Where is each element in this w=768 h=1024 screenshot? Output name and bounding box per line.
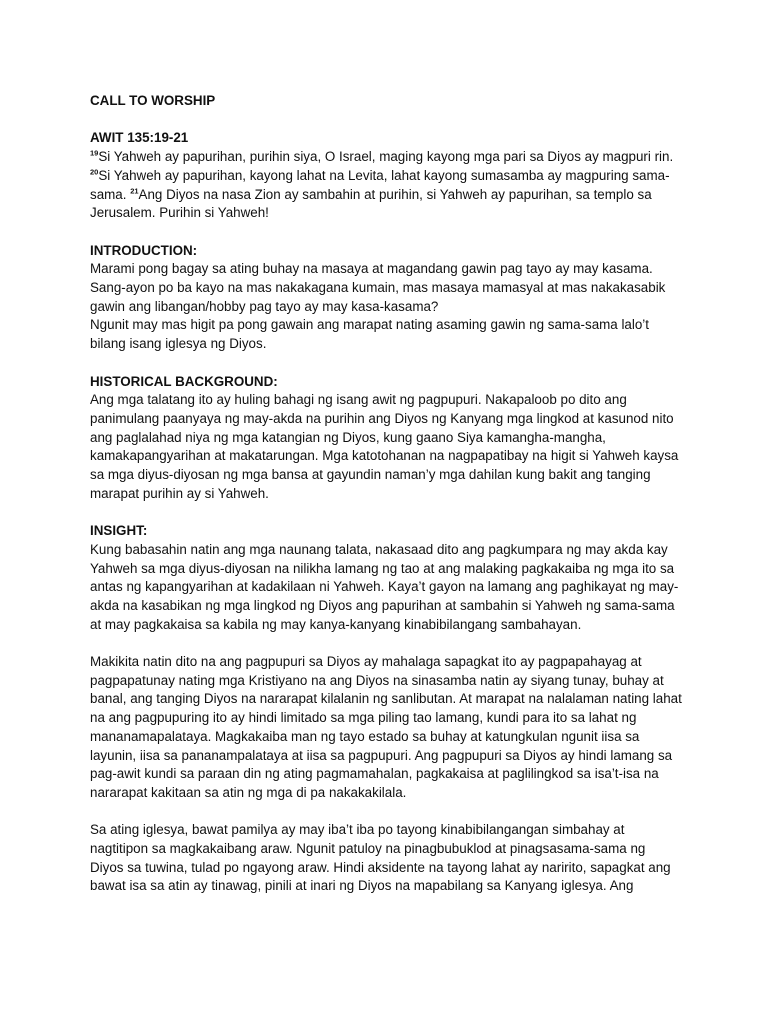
verse-number: 21 [130,186,139,196]
verse-number: 20 [90,167,99,177]
call-to-worship-heading: CALL TO WORSHIP [90,93,216,108]
spacer [90,634,682,653]
spacer [90,803,682,822]
spacer [90,223,682,242]
insight-paragraph: Sa ating iglesya, bawat pamilya ay may iba’t iba po tayong kinabibilangangan simbahay at nagtitipon sa magkakaibang araw. Ngunit patuloy na pinagbubuklod at pinagsasama-sama ng Diyos sa tuwina, tulad po ngayong araw. Hindi aksidente na tayong lahat ay naririto, sapagkat ang bawat isa sa atin ay tinawag, pinili at inari ng Diyos na mapabilang sa Kanyang iglesya. Ang [90,822,671,894]
historical-background-paragraph: Ang mga talatang ito ay huling bahagi ng isang awit ng pagpupuri. Nakapaloob po dito ang panimulang paanyaya ng may-akda na purihin ang Diyos ng Kanyang mga lingkod at kasunod nito ang paglalahad niya ng mga katangian ng Diyos, kung gaano Siya kamangha-mangha, kamakapangyarihan at makatarungan. Mga katotohanan na nagpapatibay na higit si Yahweh kaysa sa mga diyus-diyosan ng mga bansa at gayundin naman’y mga dahilan kung bakit ang tanging marapat purihin ay si Yahweh. [90,392,679,501]
spacer [90,503,682,522]
verse-text: Ang Diyos na nasa Zion ay sambahin at purihin, si Yahweh ay papurihan, sa templo sa Jerusalem. Purihin si Yahweh! [90,186,652,221]
spacer [90,111,682,130]
introduction-paragraph: Ngunit may mas higit pa pong gawain ang marapat nating asaming gawin ng sama-sama lalo’t bilang isang iglesya ng Diyos. [90,317,650,352]
spacer [90,354,682,373]
insight-paragraph: Kung babasahin natin ang mga naunang talata, nakasaad dito ang pagkumpara ng may akda kay Yahweh sa mga diyus-diyosan na nilikha lamang ng tao at ang malaking pagkakaiba ng mga ito sa antas ng kapangyarihan at kadakilaan ni Yahweh. Kaya’t gayon na lamang ang paghikayat ng may-akda na kasabikan ng mga lingkod ng Diyos ang papurihan at sambahin si Yahweh ng sama-sama at may pagkakaisa sa kabila ng may kanya-kanyang kinabibilangang sambahayan. [90,541,679,632]
historical-background-heading: HISTORICAL BACKGROUND: [90,373,278,389]
verse-number: 19 [90,148,99,158]
verse-text: Si Yahweh ay papurihan, kayong lahat na Levita, lahat kayong sumasamba ay magpuring sama-sama. [90,167,670,202]
scripture-reference: AWIT 135:19-21 [90,130,189,146]
insight-paragraph: Makikita natin dito na ang pagpupuri sa Diyos ay mahalaga sapagkat ito ay pagpapahayag at pagpapatunay nating mga Kristiyano na ang Diyos na sinasamba natin ay siyang tunay, buhay at banal, ang tanging Diyos na nararapat kilalanin ng sanlibutan. At marapat na nalalaman nating lahat na ang pagpupuring ito ay hindi limitado sa mga piling tao lamang, kundi para ito sa lahat ng mananamapalataya. Magkakaiba man ng tayo estado sa buhay at katungkulan ngunit iisa sa layunin, iisa sa pananampalataya at iisa sa pagpupuri. Ang pagpupuri sa Diyos ay hindi lamang sa pag-awit kundi sa paraan din ng ating pagmamahalan, pagkakaisa at paglilingkod sa isa’t-isa na nararapat kakitaan sa atin ng mga di pa nakakakilala. [90,654,682,800]
introduction-paragraph: Marami pong bagay sa ating buhay na masaya at magandang gawin pag tayo ay may kasama. Sang-ayon po ba kayo na mas nakakagana kumain, mas masaya mamasyal at mas nakakasabik gawin ang libangan/hobby pag tayo ay may kasa-kasama? [90,261,666,314]
introduction-heading: INTRODUCTION: [90,242,198,258]
scripture-passage [90,148,682,223]
insight-heading: INSIGHT: [90,523,148,539]
verse-text: Si Yahweh ay papurihan, purihin siya, O Israel, maging kayong mga pari sa Diyos ay magpuri rin. [98,149,674,165]
